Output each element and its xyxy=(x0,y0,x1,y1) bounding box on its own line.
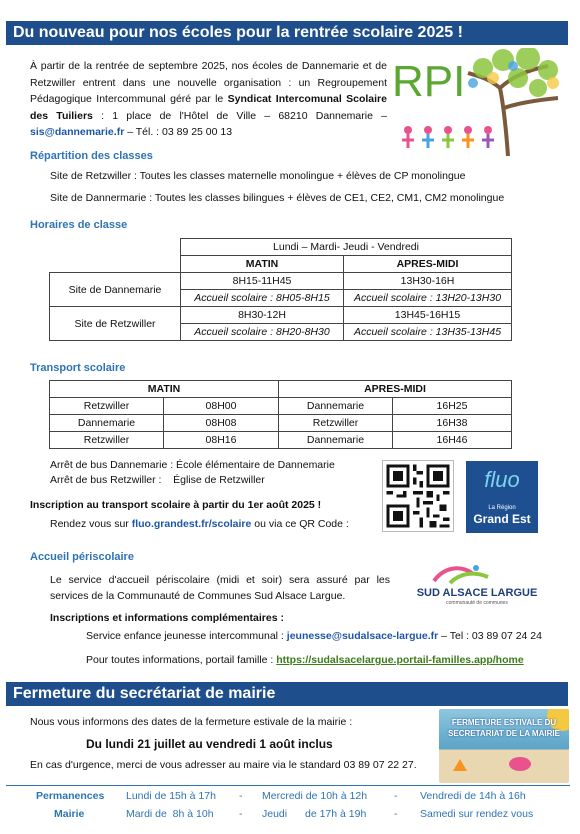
transport-apm-lieu: Dannemarie xyxy=(279,398,393,415)
portail-text: Pour toutes informations, portail famille : xyxy=(86,654,277,666)
rendez-vous-line xyxy=(50,518,349,530)
transport-matin-heure: 08H16 xyxy=(164,432,279,449)
repartition-line-2: Site de Dannermarie : Toutes les classes bilingues + élèves de CE1, CE2, CM1, CM2 monolingue xyxy=(50,192,505,204)
sandal-icon xyxy=(509,757,531,771)
fermeture-text: Nous vous informons des dates de la fermeture estivale de la mairie : xyxy=(30,716,353,728)
section-title-repartition: Répartition des classes xyxy=(30,150,153,162)
intro-text-1: À partir de la rentrée de septembre 2025, nos écoles de Dannemarie et de Retzwiller entrent dans une nouvelle organisation : un Regroupement Pédagogique Intercommunal géré par le xyxy=(30,60,387,105)
transport-table xyxy=(49,380,512,449)
permanence-jeudi-horaire: de 17h à 19h xyxy=(305,808,367,820)
starfish-icon xyxy=(453,759,467,771)
transport-matin-heure: 08H08 xyxy=(164,415,279,432)
transport-apm-heure: 16H46 xyxy=(393,432,512,449)
permanence-samedi: Samedi sur rendez vous xyxy=(420,808,534,820)
fermeture-image-label: FERMETURE ESTIVALE DU SECRETARIAT DE LA MAIRIE xyxy=(448,718,560,738)
horaires-accueil-apm: Accueil scolaire : 13H35-13H45 xyxy=(344,324,512,341)
horaires-table xyxy=(49,238,512,341)
intro-text-2: : 1 place de l'Hôtel de Ville – 68210 Dannemarie – xyxy=(92,109,387,122)
section-title-transport: Transport scolaire xyxy=(30,362,126,374)
rpi-logo-text: RPI xyxy=(392,57,466,106)
fermeture-banner: Fermeture du secrétariat de mairie xyxy=(6,682,568,706)
permanence-mercredi: Mercredi de 10h à 12h xyxy=(262,790,368,802)
headline-banner: Du nouveau pour nos écoles pour la rentrée scolaire 2025 ! xyxy=(6,21,568,45)
permanence-sep: - xyxy=(239,790,243,802)
permanences-label: Permanences xyxy=(36,790,105,802)
inscription-transport: Inscription au transport scolaire à partir du 1er août 2025 ! xyxy=(30,499,322,511)
rpi-logo xyxy=(388,48,564,156)
portail-line xyxy=(86,654,524,666)
fluo-link[interactable]: fluo.grandest.fr/scolaire xyxy=(131,518,252,530)
rendez-vous-text: Rendez vous sur xyxy=(50,518,132,530)
arret-dannemarie: Arrêt de bus Dannemarie : École élémentaire de Dannemarie xyxy=(50,459,335,471)
transport-matin-lieu: Retzwiller xyxy=(50,432,164,449)
fermeture-dates: Du lundi 21 juillet au vendredi 1 août inclus xyxy=(86,737,333,751)
horaires-accueil-matin: Accueil scolaire : 8H20-8H30 xyxy=(181,324,344,341)
permanence-jeudi: Jeudi xyxy=(262,808,288,820)
permanence-sep: - xyxy=(239,808,243,820)
permanence-vendredi: Vendredi de 14h à 16h xyxy=(420,790,526,802)
intro-paragraph xyxy=(30,58,387,141)
qr-code-icon[interactable] xyxy=(382,460,454,532)
sud-alsace-largue-logo xyxy=(402,563,552,609)
permanence-lundi: Lundi de 15h à 17h xyxy=(126,790,216,802)
inscriptions-title: Inscriptions et informations complémentaires : xyxy=(50,612,284,624)
horaires-site: Site de Dannemarie xyxy=(50,273,181,307)
jeunesse-email-link[interactable]: jeunesse@sudalsace-largue.fr xyxy=(286,630,439,642)
arret-retzwiller: Arrêt de bus Retzwiller : Église de Retzwiller xyxy=(50,474,265,486)
transport-matin-lieu: Retzwiller xyxy=(50,398,164,415)
urgence-text: En cas d'urgence, merci de vous adresser au maire via le standard 03 89 07 22 27. xyxy=(30,759,417,771)
periscolaire-text: Le service d'accueil périscolaire (midi et soir) sera assuré par les services de la Communauté de Communes Sud Alsace Largue. xyxy=(50,574,390,602)
transport-matin-lieu: Dannemarie xyxy=(50,415,164,432)
sal-logo-sub: communauté de communes xyxy=(446,600,508,606)
transport-col-matin: MATIN xyxy=(50,381,279,398)
region-small-text: La Région xyxy=(488,505,516,511)
horaires-col-apm: APRES-MIDI xyxy=(344,256,512,273)
permanence-mardi: Mardi de 8h à 10h xyxy=(126,808,214,820)
transport-apm-lieu: Retzwiller xyxy=(279,415,393,432)
horaires-days: Lundi – Mardi- Jeudi - Vendredi xyxy=(181,239,512,256)
fermeture-estivale-image xyxy=(439,709,569,783)
horaires-matin: 8H30-12H xyxy=(181,307,344,324)
repartition-line-1: Site de Retzwiller : Toutes les classes maternelle monolingue + élèves de CP monolingue xyxy=(50,170,466,182)
horaires-col-matin: MATIN xyxy=(181,256,344,273)
permanences-divider xyxy=(6,785,570,786)
horaires-apm: 13H30-16H xyxy=(344,273,512,290)
fluo-logo-text: fluo xyxy=(484,467,520,492)
transport-matin-heure: 08H00 xyxy=(164,398,279,415)
permanence-sep: - xyxy=(394,808,398,820)
transport-apm-heure: 16H25 xyxy=(393,398,512,415)
email-link[interactable]: sis@dannemarie.fr xyxy=(30,126,125,138)
mairie-label: Mairie xyxy=(54,808,85,820)
permanence-sep: - xyxy=(394,790,398,802)
service-enfance-line xyxy=(86,630,542,642)
transport-apm-heure: 16H38 xyxy=(393,415,512,432)
section-title-horaires: Horaires de classe xyxy=(30,219,128,231)
intro-text-3: – Tél. : 03 89 25 00 13 xyxy=(124,126,233,138)
grand-est-text: Grand Est xyxy=(473,512,531,526)
sal-logo-text: SUD ALSACE LARGUE xyxy=(416,587,538,599)
rendez-vous-text-2: ou via ce QR Code : xyxy=(251,518,349,530)
horaires-site: Site de Retzwiller xyxy=(50,307,181,341)
transport-col-apm: APRES-MIDI xyxy=(279,381,512,398)
horaires-accueil-apm: Accueil scolaire : 13H20-13H30 xyxy=(344,290,512,307)
service-enfance-tel: – Tel : 03 89 07 24 24 xyxy=(438,630,542,642)
fluo-grand-est-logo xyxy=(466,461,538,533)
service-enfance-text: Service enfance jeunesse intercommunal : xyxy=(86,630,287,642)
horaires-apm: 13H45-16H15 xyxy=(344,307,512,324)
syndicat-name: Syndicat Intercomunal Scolaire des Tuiliers xyxy=(30,93,387,122)
section-title-periscolaire: Accueil périscolaire xyxy=(30,551,134,563)
portail-famille-link[interactable]: https://sudalsacelargue.portail-familles.app/home xyxy=(276,654,524,666)
transport-apm-lieu: Dannemarie xyxy=(279,432,393,449)
horaires-matin: 8H15-11H45 xyxy=(181,273,344,290)
horaires-accueil-matin: Accueil scolaire : 8H05-8H15 xyxy=(181,290,344,307)
